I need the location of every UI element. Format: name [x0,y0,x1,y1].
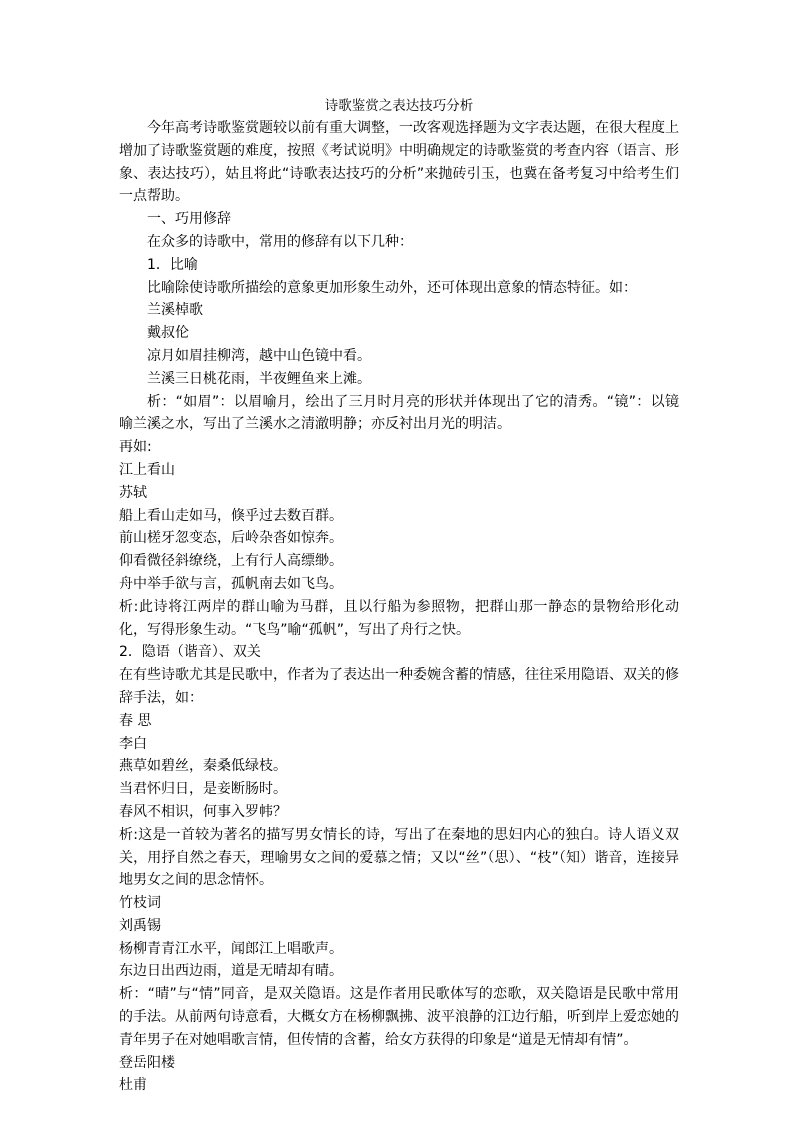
subsection-lead: 在有些诗歌尤其是民歌中，作者为了表达出一种委婉含蓄的情感，往往采用隐语、双关的修辞手法，如： [119,667,679,706]
poem-line: 春风不相识，何事入罗帏？ [119,803,287,820]
poem-line: 凉月如眉挂柳湾，越中山色镜中看。 [147,347,371,364]
poem-analysis: 析：“晴”与“情”同音，是双关隐语。这是作者用民歌体写的恋歌，双关隐语是民歌中常用的手法。从前两句诗意看，大概女方在杨柳飘拂、波平浪静的江边行船，听到岸上爱恋她的青年男子在对她唱歌言情，但传情的含蓄，给女方获得的印象是“道是无情却有情”。 [119,986,679,1048]
intro-paragraph: 今年高考诗歌鉴赏题较以前有重大调整，一改客观选择题为文字表达题，在很大程度上增加了诗歌鉴赏题的难度，按照《考试说明》中明确规定的诗歌鉴赏的考查内容（语言、形象、表达技巧），姑且将此“诗歌表达技巧的分析”来抛砖引玉，也冀在备考复习中给考生们一点帮助。 [119,120,679,205]
poem-line: 杨柳青青江水平，闻郎江上唱歌声。 [119,940,343,957]
document-page [119,95,679,1097]
poem-line: 前山槎牙忽变态，后岭杂沓如惊奔。 [119,530,343,547]
poem-line: 舟中举手欲与言，孤帆南去如飞鸟。 [119,575,343,592]
section-heading: 一、巧用修辞 [147,211,231,228]
poem-title: 春 思 [119,712,152,729]
poem-author: 杜甫 [119,1077,147,1094]
poem-line: 船上看山走如马，倏乎过去数百群。 [119,507,343,524]
poem-title: 登岳阳楼 [119,1054,175,1071]
subsection-lead: 比喻除使诗歌所描绘的意象更加形象生动外，还可体现出意象的情态特征。如： [147,279,637,296]
poem-author: 戴叔伦 [147,325,189,342]
poem-line: 燕草如碧丝，秦桑低绿枝。 [119,758,287,775]
poem-author: 刘禹锡 [119,917,161,934]
poem-analysis: 析:此诗将江两岸的群山喻为马群，且以行船为参照物，把群山那一静态的景物给形化动化，写得形象生动。“飞鸟”喻“孤帆”，写出了舟行之快。 [119,598,679,638]
poem-author: 李白 [119,735,147,752]
poem-author: 苏轼 [119,484,147,501]
poem-title: 竹枝词 [119,895,161,912]
subsection-heading: 1．比喻 [147,256,198,273]
section-lead: 在众多的诗歌中，常用的修辞有以下几种： [147,233,413,250]
poem-line: 东边日出西边雨，道是无晴却有晴。 [119,963,343,980]
subsection-heading: 2．隐语（谐音）、双关 [119,644,261,661]
poem-line: 兰溪三日桃花雨，半夜鲤鱼来上滩。 [147,370,371,387]
again-label: 再如: [119,439,152,456]
poem-line: 仰看微径斜缭绕，上有行人高缥缈。 [119,553,343,570]
poem-line: 当君怀归日，是妾断肠时。 [119,781,287,798]
poem-analysis: 析:这是一首较为著名的描写男女情长的诗，写出了在秦地的思妇内心的独白。诗人语义双关，用抒自然之春天，理喻男女之间的爱慕之情；又以“丝”（思）、“枝”（知）谐音，连接异地男女之间的思念情怀。 [119,826,679,889]
poem-title: 江上看山 [119,461,175,478]
poem-title: 兰溪棹歌 [147,302,203,319]
poem-analysis: 析：“如眉”：以眉喻月，绘出了三月时月亮的形状并体现出了它的清秀。“镜”：以镜喻兰溪之水，写出了兰溪水之清澈明静；亦反衬出月光的明洁。 [119,393,679,433]
page-title: 诗歌鉴赏之表达技巧分析 [324,98,474,114]
